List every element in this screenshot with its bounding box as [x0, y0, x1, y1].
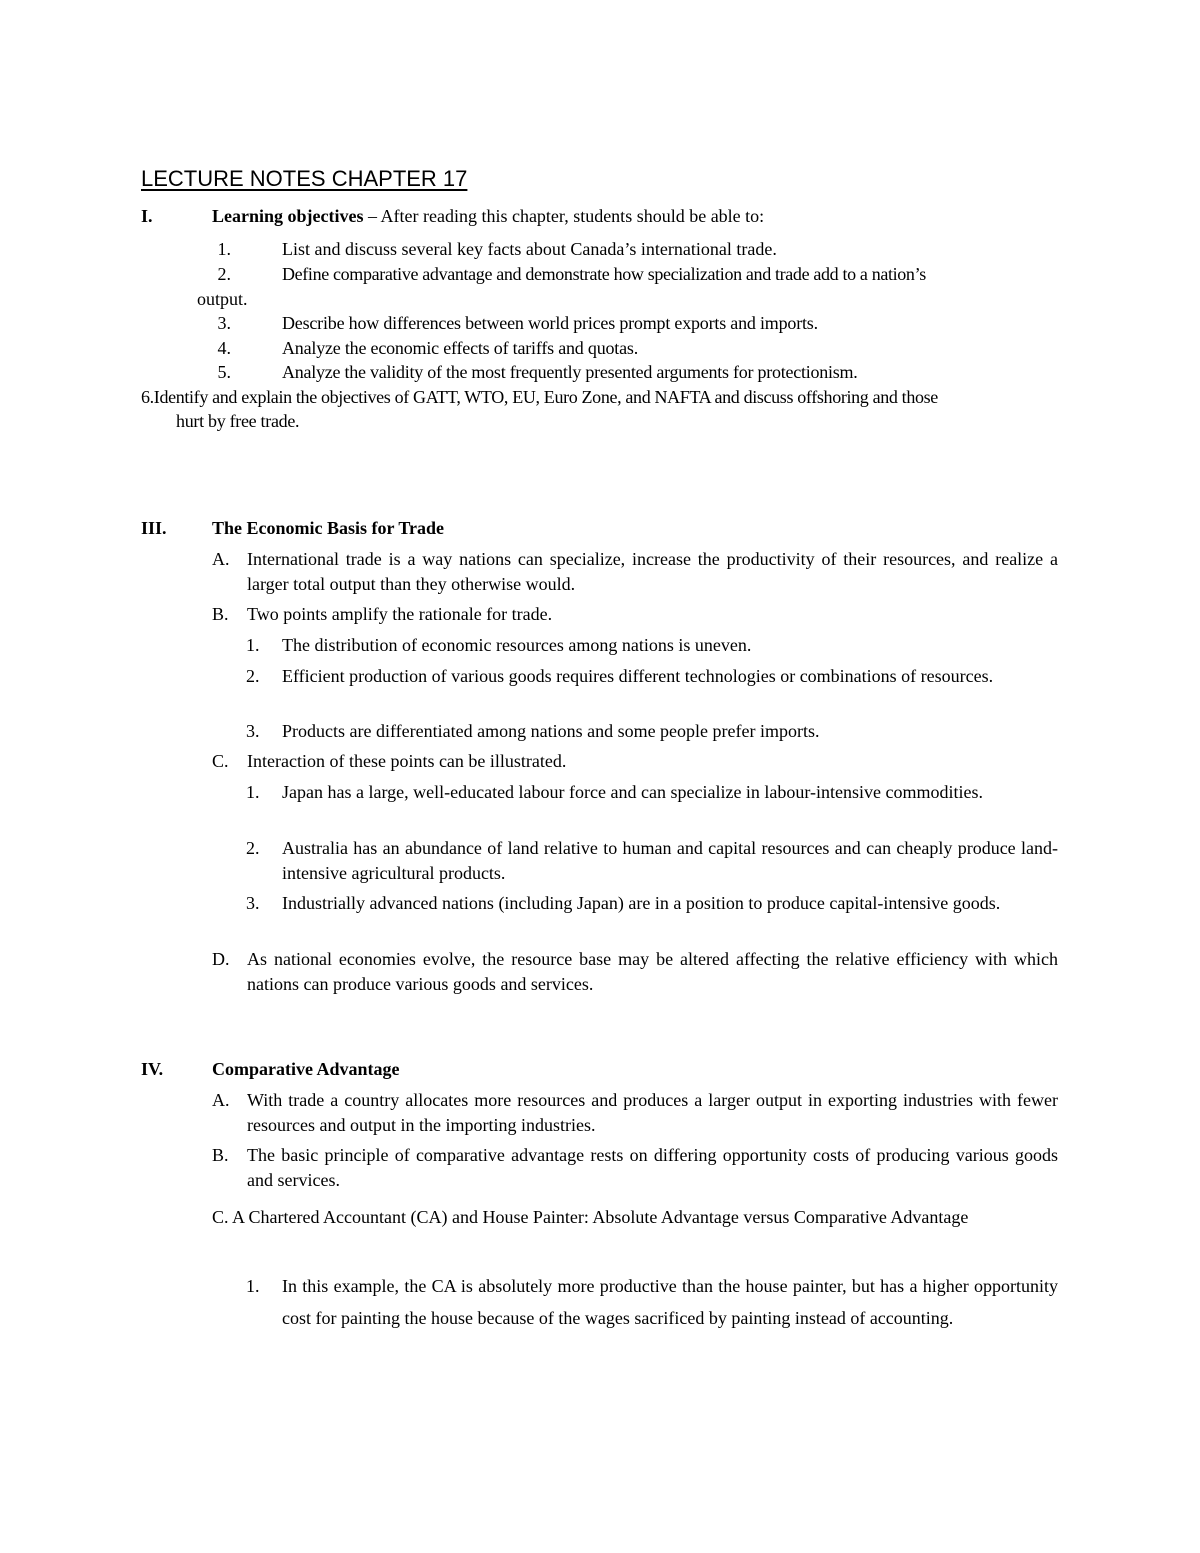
list-marker: 2.	[246, 838, 260, 858]
list-marker: 3.	[217, 313, 231, 333]
objective-text: Define comparative advantage and demonstrate how specialization and trade add to a nation’s	[282, 264, 926, 284]
section-economic-basis	[141, 516, 1061, 540]
list-marker: 2.	[217, 264, 231, 284]
list-marker: 4.	[217, 338, 231, 358]
list-marker: 1.	[217, 239, 231, 259]
list-item	[246, 1270, 1058, 1366]
objective-text: List and discuss several key facts about Canada’s international trade.	[282, 239, 777, 259]
item-text: Industrially advanced nations (including Japan) are in a position to produce capital-intensive goods.	[282, 893, 1001, 913]
list-marker: 2.	[246, 666, 260, 686]
item-text: The basic principle of comparative advantage rests on differing opportunity costs of producing various goods and services.	[247, 1145, 1058, 1190]
section-heading-bold: Learning objectives	[212, 206, 364, 226]
list-item	[212, 602, 1058, 627]
list-item	[246, 891, 1058, 941]
objective-text: Analyze the economic effects of tariffs and quotas.	[282, 338, 638, 358]
list-marker: B.	[212, 604, 229, 624]
section-number: IV.	[141, 1059, 164, 1079]
list-marker: 1.	[246, 782, 260, 802]
objective-6: 6.Identify and explain the objectives of GATT, WTO, EU, Euro Zone, and NAFTA and discuss offshoring and those	[141, 387, 938, 407]
item-text: Products are differentiated among nations and some people prefer imports.	[282, 721, 820, 741]
objective-6-continued: hurt by free trade.	[176, 411, 300, 431]
objective-text: Describe how differences between world prices prompt exports and imports.	[282, 313, 818, 333]
list-marker: D.	[212, 949, 230, 969]
list-marker: A.	[212, 549, 230, 569]
section-heading: Comparative Advantage	[212, 1059, 400, 1079]
list-marker: 1.	[246, 635, 260, 655]
objective-2-continued: output.	[197, 289, 248, 309]
list-item	[246, 836, 1058, 886]
item-text: C. A Chartered Accountant (CA) and House Painter: Absolute Advantage versus Comparative Advantage	[212, 1207, 969, 1227]
section-heading-rest: – After reading this chapter, students should be able to:	[363, 206, 765, 226]
list-item	[212, 947, 1058, 997]
section-number: III.	[141, 518, 167, 538]
item-text: The distribution of economic resources among nations is uneven.	[282, 635, 752, 655]
list-item	[246, 664, 1058, 714]
objective-text: Analyze the validity of the most frequently presented arguments for protectionism.	[282, 362, 858, 382]
item-text: Australia has an abundance of land relative to human and capital resources and can cheaply produce land-intensive agricultural products.	[282, 838, 1058, 883]
page-title: LECTURE NOTES CHAPTER 17	[141, 166, 468, 191]
list-marker: A.	[212, 1090, 230, 1110]
list-marker: 3.	[246, 721, 260, 741]
item-text: Japan has a large, well-educated labour force and can specialize in labour-intensive commodities.	[282, 782, 984, 802]
item-text: Interaction of these points can be illustrated.	[247, 751, 567, 771]
item-text: As national economies evolve, the resource base may be altered affecting the relative efficiency with which nations can produce various goods and services.	[247, 949, 1058, 994]
section-number: I.	[141, 206, 153, 226]
list-item	[212, 749, 1058, 774]
item-text: With trade a country allocates more resources and produces a larger output in exporting industries with fewer resources and output in the importing industries.	[247, 1090, 1058, 1135]
list-marker: 3.	[246, 893, 260, 913]
list-marker: C.	[212, 751, 229, 771]
list-item	[212, 547, 1058, 597]
list-marker: B.	[212, 1145, 229, 1165]
section-comparative-advantage	[141, 1057, 1061, 1081]
list-item	[246, 719, 1058, 744]
item-text: Efficient production of various goods requires different technologies or combinations of resources.	[282, 666, 994, 686]
section-learning-objectives	[141, 204, 1061, 228]
item-text: Two points amplify the rationale for trade.	[247, 604, 553, 624]
list-item	[212, 1088, 1058, 1138]
section-heading	[212, 204, 764, 228]
item-text: In this example, the CA is absolutely more productive than the house painter, but has a higher opportunity cost for painting the house because of the wages sacrificed by painting instead of accounting.	[282, 1276, 1058, 1328]
section-heading: The Economic Basis for Trade	[212, 518, 445, 538]
list-item	[246, 633, 1058, 658]
list-marker: 5.	[217, 362, 231, 382]
item-text: International trade is a way nations can specialize, increase the productivity of their resources, and realize a larger total output than they otherwise would.	[247, 549, 1058, 594]
list-marker: 1.	[246, 1276, 260, 1296]
list-item	[212, 1143, 1058, 1193]
list-item	[212, 1202, 1058, 1264]
list-item	[246, 780, 1058, 830]
